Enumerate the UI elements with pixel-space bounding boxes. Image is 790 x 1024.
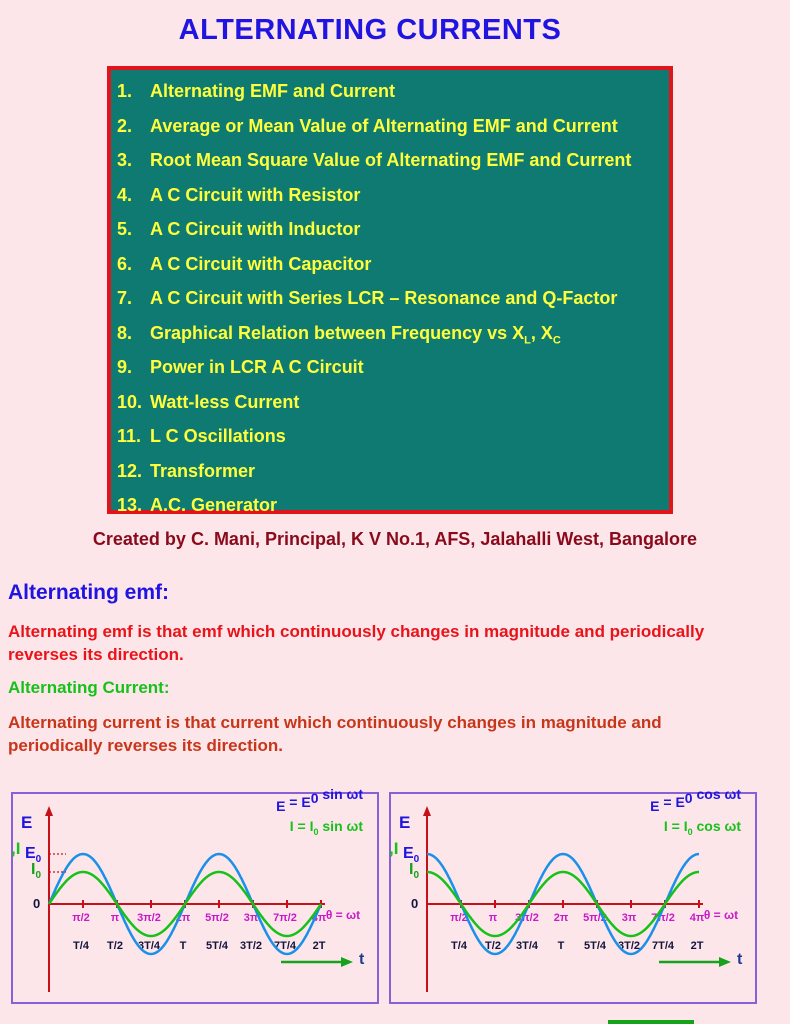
theta-tick-label: 3π/2 [515, 912, 539, 924]
theta-tick-label: 3π/2 [137, 912, 161, 924]
time-tick-label: T/2 [107, 940, 123, 952]
time-tick-label: 2T [690, 940, 704, 952]
toc-item-label: A C Circuit with Inductor [150, 219, 361, 239]
toc-item [117, 419, 669, 454]
time-arrow-head [341, 957, 353, 967]
toc-item-number: 6. [117, 253, 133, 274]
time-tick-label: 7T/4 [651, 940, 675, 952]
toc-item-label: Average or Mean Value of Alternating EMF and Current [150, 115, 618, 136]
toc-item [117, 212, 669, 247]
y-axis-label-e: E [21, 813, 33, 832]
toc-item-label: Graphical Relation between Frequency vs X [150, 322, 525, 343]
time-tick-label: 3T/2 [617, 940, 641, 952]
theta-tick-label: 7π/2 [651, 912, 675, 924]
y-axis-arrow [423, 806, 431, 816]
time-tick-label: T [179, 940, 187, 952]
toc-item-label: A C Circuit with Capacitor [150, 253, 372, 274]
toc-item-label: A C Circuit with Resistor [150, 184, 361, 205]
origin-label: 0 [411, 896, 419, 911]
theta-tick-label: 5π/2 [583, 912, 607, 924]
y-axis-label-i: ,I [11, 839, 21, 858]
time-tick-label: 3T/2 [239, 940, 263, 952]
time-arrow-head [719, 957, 731, 967]
time-tick-label: 3T/4 [137, 940, 161, 952]
toc-item-label: A C Circuit with Series LCR – Resonance and Q-Factor [150, 288, 618, 308]
emf-equation: E = E0 cos ωt [650, 786, 741, 814]
time-tick-label: 2T [312, 940, 326, 952]
toc-item [117, 316, 669, 351]
theta-tick-label: 7π/2 [273, 912, 297, 924]
corner-decoration [608, 1020, 694, 1024]
toc-item-number: 4. [117, 184, 133, 205]
theta-axis-label: θ = ωt [325, 908, 361, 922]
time-tick-label: 3T/4 [515, 940, 539, 952]
time-tick-label: 5T/4 [205, 940, 229, 952]
toc-item-label: A.C. Generator [150, 495, 278, 515]
toc-item-number: 13. [117, 495, 143, 515]
toc-item-label: Root Mean Square Value of Alternating EMF and Current [150, 150, 632, 170]
toc-item-subscript: L [524, 334, 531, 347]
alternating-current-definition: Alternating current is that current which continuously changes in magnitude and periodically reverses its direction. [8, 713, 662, 755]
toc-item-number: 7. [117, 288, 133, 308]
y-axis-arrow [45, 806, 53, 816]
toc-item [117, 281, 669, 316]
toc-item-number: 5. [117, 219, 133, 239]
toc-item [117, 247, 669, 282]
toc-item-subscript: C [552, 334, 561, 347]
theta-tick-label: 2π [175, 912, 191, 924]
time-tick-label: T/2 [485, 940, 501, 952]
alternating-emf-definition: Alternating emf is that emf which continuously changes in magnitude and periodically reverses its direction. [8, 622, 705, 664]
theta-tick-label: π/2 [450, 912, 468, 924]
theta-tick-label: 4π [311, 912, 327, 924]
toc-item-label: Alternating EMF and Current [150, 81, 396, 101]
time-axis-label: t [737, 951, 743, 968]
toc-list [111, 70, 669, 523]
time-tick-label: T/4 [73, 940, 89, 952]
theta-tick-label: π/2 [72, 912, 90, 924]
page-title: ALTERNATING CURRENTS [178, 14, 562, 46]
time-axis-label: t [359, 951, 365, 968]
toc-item [117, 350, 669, 385]
theta-tick-label: 2π [553, 912, 569, 924]
toc-item-number: 11. [117, 426, 142, 446]
wave-plot [389, 786, 755, 1002]
emf-equation: E = E0 sin ωt [276, 786, 363, 814]
toc-item [117, 143, 669, 178]
theta-tick-label: 3π [621, 912, 637, 924]
toc-item [117, 109, 669, 144]
table-of-contents [107, 66, 673, 514]
e0-label: $E_0$ [25, 845, 42, 865]
i0-label: $I_0$ [31, 861, 42, 881]
time-tick-label: 5T/4 [583, 940, 607, 952]
e0-label: $E_0$ [403, 845, 420, 865]
y-axis-label-e: E [399, 813, 411, 832]
theta-tick-label: π [488, 912, 498, 924]
alternating-current-heading: Alternating Current: [8, 678, 170, 697]
toc-item-label: , X [530, 322, 553, 343]
author-credit: Created by C. Mani, Principal, K V No.1, AFS, Jalahalli West, Bangalore [92, 529, 698, 549]
i0-label: $I_0$ [409, 861, 420, 881]
time-tick-label: T [557, 940, 565, 952]
y-axis-label-i: ,I [389, 839, 399, 858]
theta-tick-label: π [110, 912, 120, 924]
theta-tick-label: 3π [243, 912, 259, 924]
toc-item-label: Watt-less Current [150, 391, 300, 412]
toc-item [117, 488, 669, 523]
cosine-wave-graph [389, 786, 757, 1004]
toc-item-number: 12. [117, 460, 143, 481]
time-tick-label: 7T/4 [273, 940, 297, 952]
toc-item [117, 454, 669, 489]
time-tick-label: T/4 [451, 940, 467, 952]
origin-label: 0 [33, 896, 41, 911]
toc-item-number: 8. [117, 322, 133, 343]
toc-item-number: 1. [117, 81, 133, 101]
toc-item-number: 10. [117, 391, 143, 412]
theta-tick-label: 4π [689, 912, 705, 924]
toc-item [117, 74, 669, 109]
toc-item-number: 3. [117, 150, 133, 170]
toc-item [117, 385, 669, 420]
toc-item-label: L C Oscillations [150, 426, 286, 446]
wave-plot [11, 786, 377, 1002]
theta-tick-label: 5π/2 [205, 912, 229, 924]
toc-item-number: 2. [117, 115, 133, 136]
toc-item-number: 9. [117, 357, 133, 377]
theta-axis-label: θ = ωt [703, 908, 739, 922]
alternating-emf-heading: Alternating emf: [8, 581, 170, 604]
sine-wave-graph [11, 786, 379, 1004]
toc-item-label: Power in LCR A C Circuit [150, 357, 364, 377]
current-equation: $I = I_0$ cos ωt [663, 818, 741, 837]
toc-item [117, 178, 669, 213]
toc-item-label: Transformer [150, 460, 256, 481]
current-equation: $I = I_0$ sin ωt [289, 818, 363, 837]
